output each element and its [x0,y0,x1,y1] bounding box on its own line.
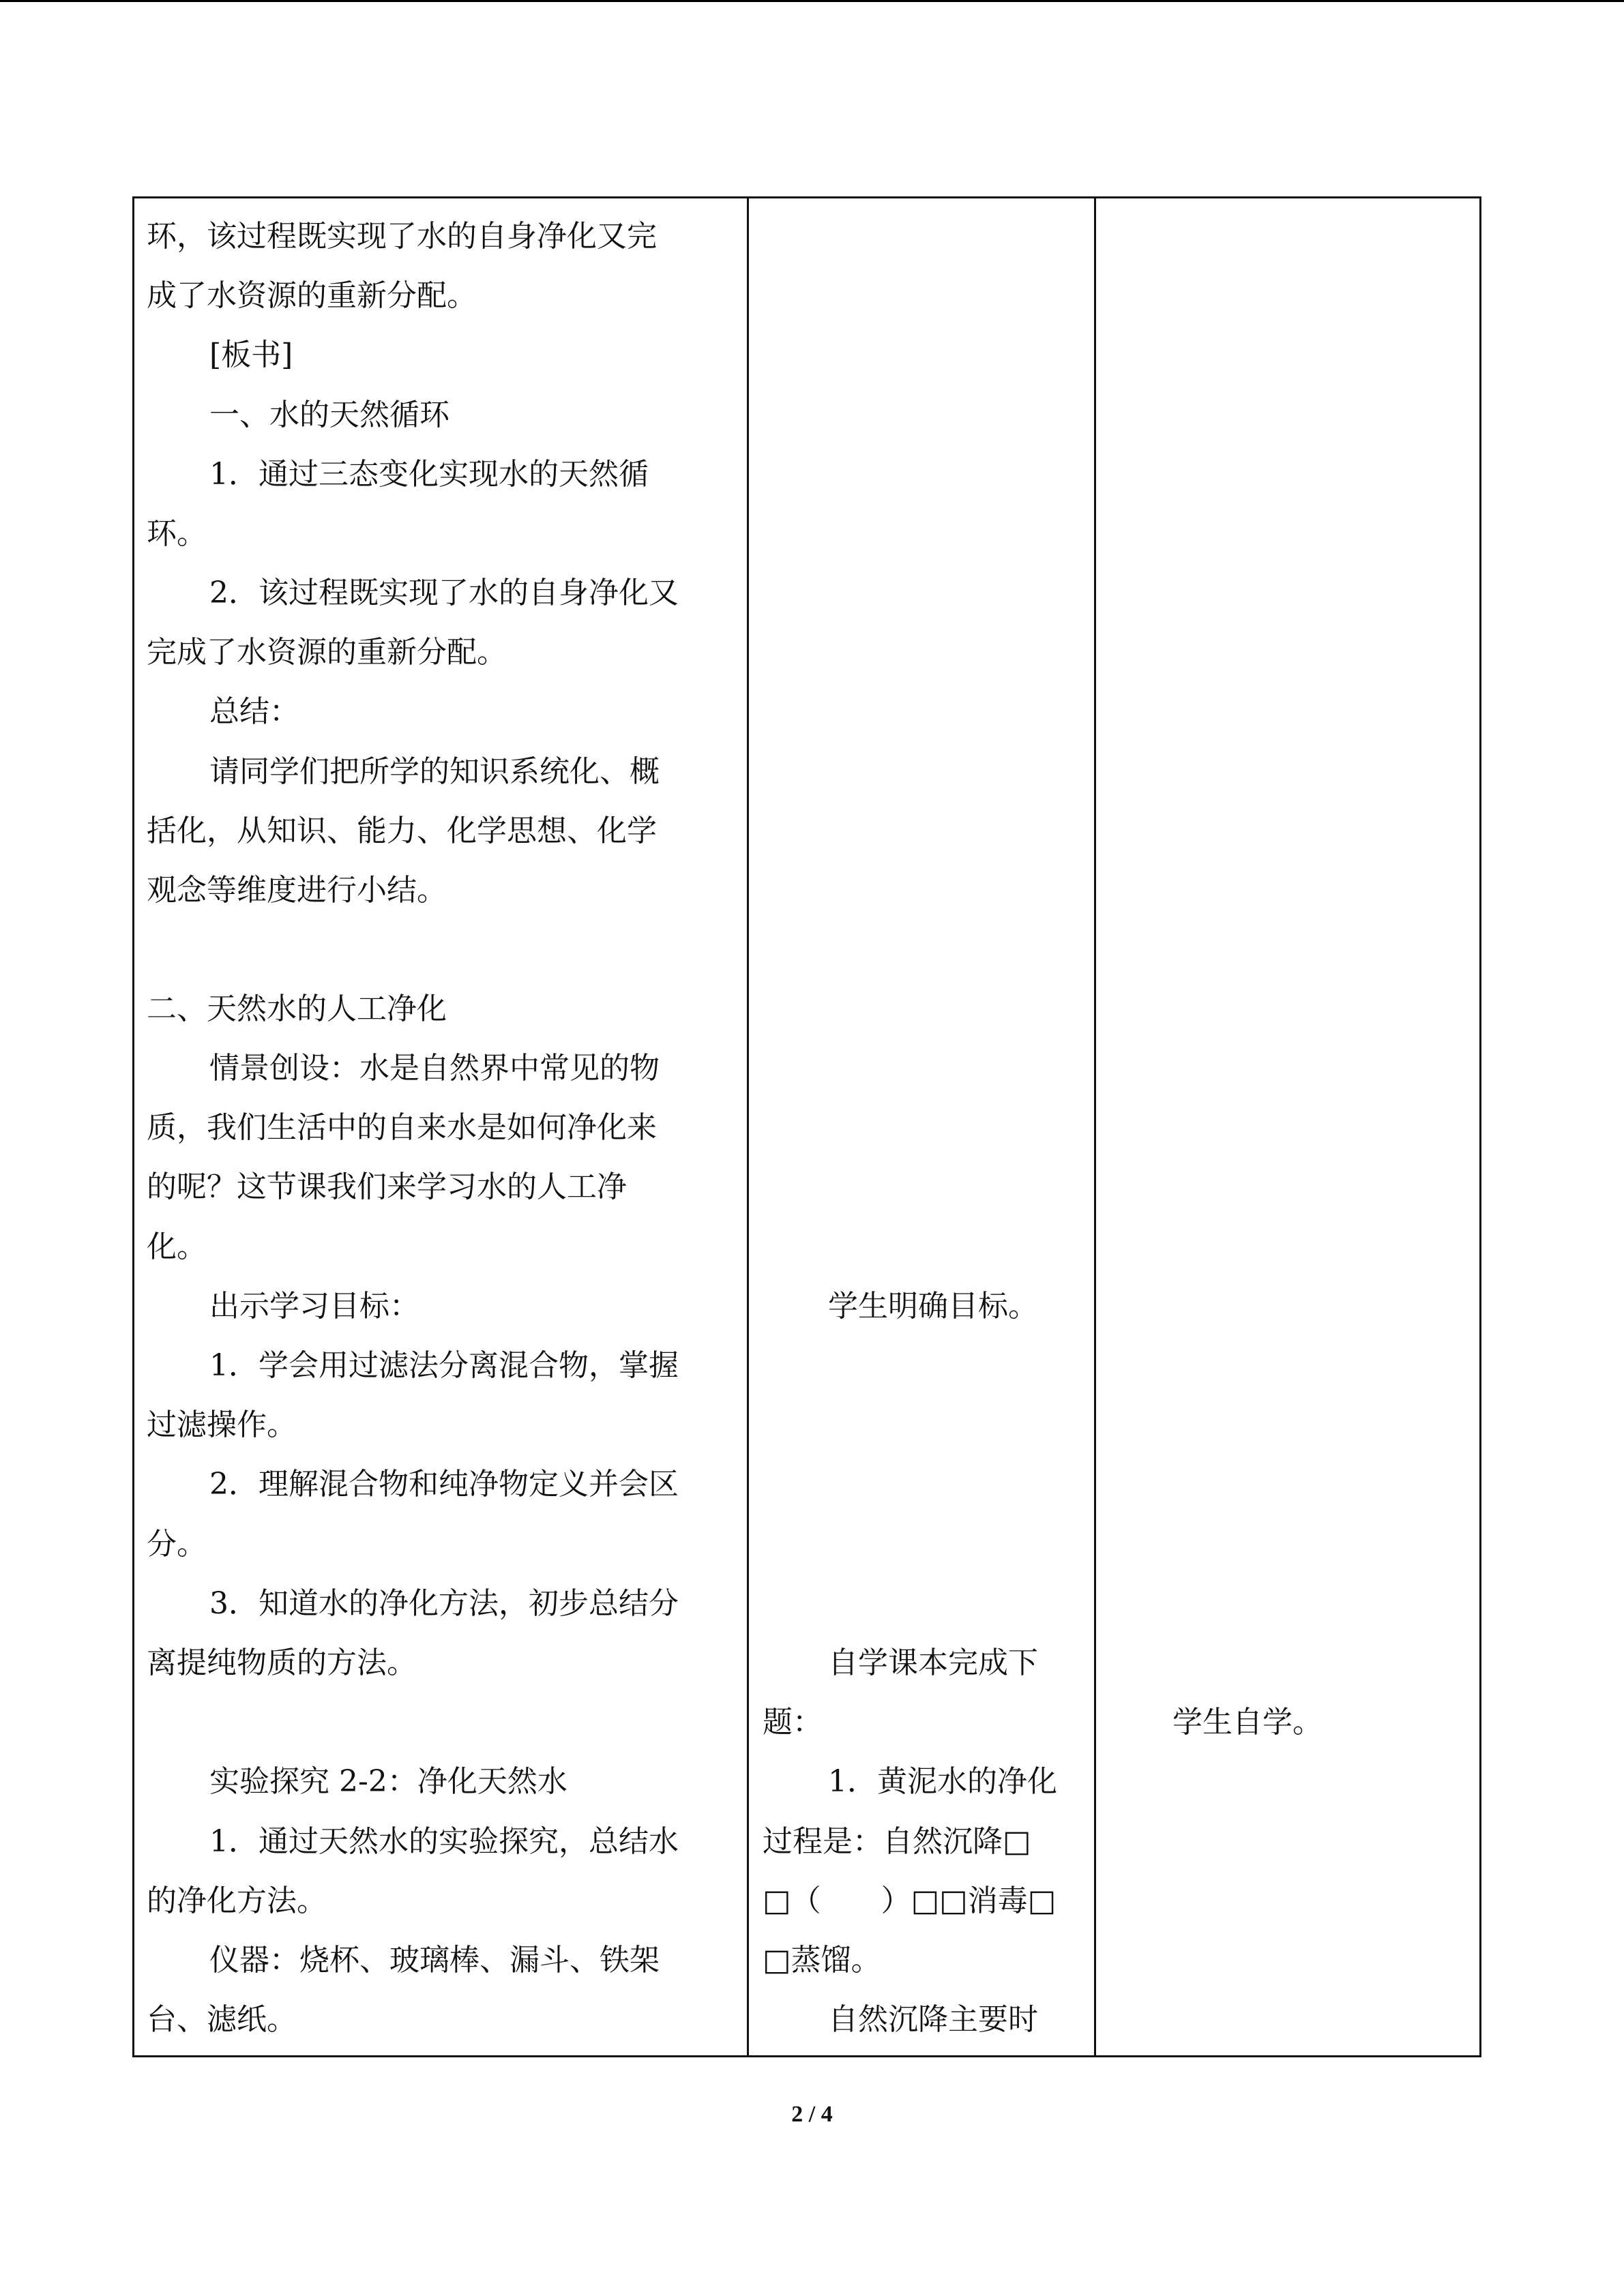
teacher-text-line: 观念等维度进行小结。 [147,873,447,908]
student-text-line: 自学课本完成下 [828,1645,1038,1680]
teacher-text-line: [板书] [209,338,293,372]
teacher-text-line: 的呢？这节课我们来学习水的人工净 [147,1169,627,1204]
student-text-line: 自然沉降主要时 [828,2002,1038,2037]
teacher-text-line: 总结： [209,694,299,729]
top-border-line [0,0,1624,2]
teacher-text-line: 1．学会用过滤法分离混合物，掌握 [209,1348,679,1383]
teacher-text-line: 出示学习目标： [209,1289,419,1324]
teacher-text-line: 一、水的天然循环 [209,398,449,432]
teacher-text-line: 1．通过三态变化实现水的天然循 [209,457,649,492]
student-activity-column [749,198,1094,2055]
teacher-text-line: 化。 [147,1229,207,1264]
teacher-text-line: 成了水资源的重新分配。 [147,278,477,313]
student-text-line: □（ ）□□消毒□ [763,1883,1057,1918]
teacher-text-line: 二、天然水的人工净化 [147,992,447,1026]
teacher-text-line: 2．该过程既实现了水的自身净化又 [209,576,679,610]
student-text-line: □蒸馏。 [763,1943,881,1978]
teacher-text-line: 2．理解混合物和纯净物定义并会区 [209,1467,679,1502]
student-text-line: 过程是：自然沉降□ [763,1824,1031,1859]
lesson-plan-table [132,196,1481,2057]
student-text-line: 题： [763,1705,823,1740]
teacher-text-line: 质，我们生活中的自来水是如何净化来 [147,1110,657,1145]
teacher-text-line: 离提纯物质的方法。 [147,1645,417,1680]
teacher-text-line: 环。 [147,516,207,551]
teacher-text-line: 分。 [147,1527,207,1562]
teacher-text-line: 环，该过程既实现了水的自身净化又完 [147,219,657,254]
teacher-text-line: 过滤操作。 [147,1407,297,1442]
design-intent-column [1096,198,1481,2055]
page-number: 2 / 4 [791,2102,833,2127]
teacher-activity-column [134,198,747,2055]
teacher-text-line: 的净化方法。 [147,1883,327,1918]
student-text-line: 1．黄泥水的净化 [828,1764,1057,1799]
teacher-text-line: 完成了水资源的重新分配。 [147,635,507,670]
teacher-text-line: 1．通过天然水的实验探究，总结水 [209,1824,679,1859]
teacher-text-line: 仪器：烧杯、玻璃棒、漏斗、铁架 [209,1943,660,1978]
teacher-text-line: 请同学们把所学的知识系统化、概 [209,754,660,789]
teacher-text-line: 情景创设：水是自然界中常见的物 [209,1051,660,1086]
teacher-text-line: 3．知道水的净化方法，初步总结分 [209,1586,679,1621]
student-text-line: 学生明确目标。 [828,1289,1038,1324]
intent-text-line: 学生自学。 [1172,1705,1323,1740]
teacher-text-line: 括化，从知识、能力、化学思想、化学 [147,814,657,848]
teacher-text-line: 台、滤纸。 [147,2002,297,2037]
teacher-text-line: 实验探究 2-2：净化天然水 [209,1764,567,1799]
